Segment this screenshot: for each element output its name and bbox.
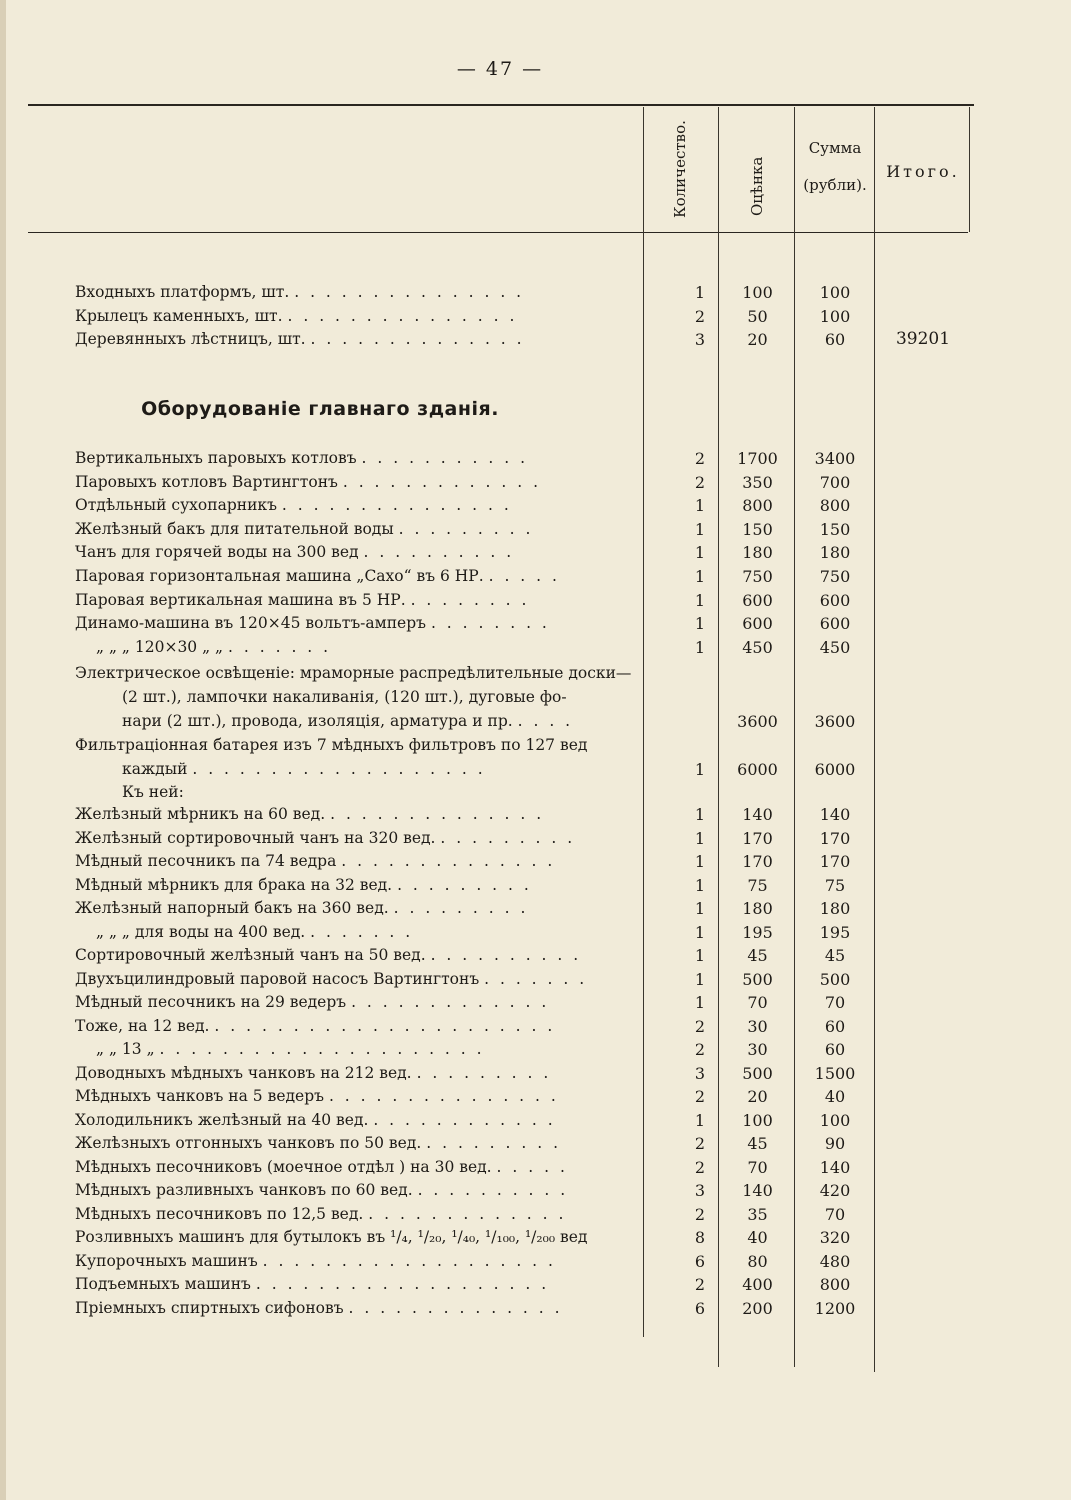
table-row <box>0 991 1071 1014</box>
filter-subhead: Къ ней: <box>122 783 184 801</box>
item-sum: 60 <box>824 1016 846 1036</box>
item-sum: 140 <box>819 1157 851 1177</box>
table-row <box>0 827 1071 850</box>
item-qty: 1 <box>694 614 706 634</box>
item-description <box>75 1297 640 1320</box>
leader-dots: . . . . . . . . . . . . . . <box>330 805 545 823</box>
item-price: 140 <box>742 1181 773 1200</box>
item-price: 150 <box>742 519 773 539</box>
item-text: Двухъцилиндровый паровой насосъ Вартингтонъ <box>75 969 480 988</box>
item-price: 100 <box>742 283 773 302</box>
item-price: 600 <box>742 614 773 634</box>
item-description <box>75 1250 640 1273</box>
item-text: Тоже, на 12 вед. <box>75 1016 210 1035</box>
item-sum: 90 <box>824 1134 846 1153</box>
item-price: 20 <box>747 1087 768 1106</box>
table-row <box>0 636 1071 659</box>
table-row <box>0 565 1071 588</box>
item-text: Купорочныхъ машинъ <box>75 1251 258 1270</box>
table-row <box>0 803 1071 826</box>
table-row <box>0 1203 1071 1226</box>
item-qty: 1 <box>694 590 706 610</box>
leader-dots: . . . . . . . . . . <box>430 946 582 964</box>
table-row <box>0 1250 1071 1273</box>
item-text: Сортировочный желѣзный чанъ на 50 вед. <box>75 946 426 964</box>
table-row <box>0 944 1071 967</box>
item-sum: 1200 <box>814 1298 856 1318</box>
item-price: 75 <box>747 875 768 895</box>
leader-dots: . . . . . . . . . . . . . . <box>348 1298 563 1317</box>
item-text: Желѣзный мѣрникъ на 60 вед. <box>75 805 326 823</box>
item-sum: 800 <box>819 1275 851 1294</box>
item-qty: 1 <box>694 805 706 824</box>
leader-dots: . . . . <box>517 712 574 730</box>
table-row <box>0 447 1071 470</box>
item-qty: 1 <box>694 496 706 516</box>
item-price: 800 <box>742 496 773 516</box>
table-row <box>0 874 1071 897</box>
table-row <box>0 1226 1071 1249</box>
table-row <box>0 328 1071 351</box>
item-price: 195 <box>742 922 773 942</box>
item-price: 450 <box>742 637 773 657</box>
leader-dots: . . . . . . . . . . . . . . . . . . . <box>192 760 486 778</box>
item-price: 180 <box>742 899 773 918</box>
leader-dots: . . . . . . . . . . . . . . . . . . . . . . <box>214 1016 556 1035</box>
item-sum: 450 <box>819 637 851 657</box>
item-price: 30 <box>747 1016 768 1036</box>
item-description <box>75 281 640 304</box>
filter-line-2-text: каждый <box>122 760 188 778</box>
leader-dots: . . . . . . . <box>228 637 332 656</box>
table-row <box>0 612 1071 635</box>
item-description <box>75 541 640 564</box>
item-qty: 1 <box>694 875 706 895</box>
item-description <box>75 803 640 826</box>
header-sum-line1: Сумма <box>808 139 862 157</box>
item-sum: 70 <box>824 1204 846 1224</box>
leader-dots: . . . . . . . . . <box>440 828 576 847</box>
item-description <box>75 328 640 351</box>
item-description <box>75 305 640 328</box>
item-text: Доводныхъ мѣдныхъ чанковъ на 212 вед. <box>75 1063 412 1082</box>
item-sum: 100 <box>819 306 851 326</box>
page-number: — 47 — <box>456 58 544 80</box>
item-sum: 600 <box>819 590 851 610</box>
table-row <box>0 1156 1071 1179</box>
item-sum: 100 <box>819 283 851 302</box>
item-qty: 2 <box>694 1016 706 1036</box>
item-qty: 6 <box>694 1298 706 1318</box>
item-sum: 180 <box>819 543 851 563</box>
table-header-rule <box>28 232 968 233</box>
item-text: Отдѣльный сухопарникъ <box>75 496 277 515</box>
header-sum <box>796 134 874 199</box>
item-sum: 170 <box>819 852 851 871</box>
item-qty: 2 <box>694 1157 706 1177</box>
leader-dots: . . . . . <box>496 1157 568 1176</box>
table-row <box>0 471 1071 494</box>
item-sum: 45 <box>824 946 846 965</box>
header-sum-line2: (рубли). <box>803 175 867 194</box>
item-text: Подъемныхъ машинъ <box>75 1275 251 1293</box>
leader-dots: . . . . . <box>488 567 560 585</box>
item-qty: 1 <box>694 1110 706 1130</box>
item-text: Желѣзный сортировочный чанъ на 320 вед. <box>75 828 436 847</box>
item-sum: 600 <box>819 614 851 634</box>
item-text: „ „ 13 „ <box>96 1040 155 1058</box>
leader-dots: . . . . . . . <box>310 922 414 941</box>
item-sum: 170 <box>819 828 851 848</box>
item-qty: 2 <box>694 306 706 326</box>
item-text: Мѣдныхъ песочниковъ (моечное отдѣл ) на 30 вед. <box>75 1157 492 1176</box>
item-price: 100 <box>742 1110 773 1130</box>
item-qty: 1 <box>694 946 706 965</box>
electric-line-3 <box>122 710 640 733</box>
item-description <box>75 1085 640 1108</box>
item-price: 500 <box>742 1063 773 1083</box>
item-price: 500 <box>742 969 773 989</box>
item-description <box>75 589 640 612</box>
leader-dots: . . . . . . . . . <box>393 899 529 917</box>
item-qty: 1 <box>694 567 706 586</box>
filter-row-2 <box>0 758 1071 781</box>
item-price: 350 <box>742 472 773 492</box>
item-qty: 2 <box>694 1087 706 1106</box>
leader-dots: . . . . . . . . . . <box>417 1181 569 1199</box>
item-description <box>75 612 640 635</box>
item-text: Динамо-машина въ 120×45 вольтъ-амперъ <box>75 614 427 633</box>
item-text: Вертикальныхъ паровыхъ котловъ <box>75 449 357 467</box>
item-text: Желѣзный напорный бакъ на 360 вед. <box>75 899 389 917</box>
leader-dots: . . . . . . . . . . . . <box>373 1110 556 1129</box>
item-sum: 60 <box>824 330 846 349</box>
table-row <box>0 1062 1071 1085</box>
table-row <box>0 1015 1071 1038</box>
item-description <box>75 1132 640 1155</box>
item-qty: 1 <box>694 637 706 657</box>
item-price: 40 <box>747 1228 768 1247</box>
leader-dots: . . . . . . . . . . . . . . . . . . . <box>262 1251 556 1270</box>
table-row <box>0 897 1071 920</box>
item-sum: 180 <box>819 899 851 918</box>
leader-dots: . . . . . . . . . . . . . . . . . . . <box>255 1275 550 1293</box>
leader-dots: . . . . . . . . . . . . . . <box>341 852 556 870</box>
item-price: 50 <box>747 306 768 326</box>
item-sum: 150 <box>819 519 851 539</box>
table-row <box>0 1179 1071 1202</box>
item-price: 170 <box>742 852 773 871</box>
leader-dots: . . . . . . . . . . . . . <box>351 993 550 1011</box>
electric-sum: 3600 <box>814 712 856 731</box>
item-qty: 2 <box>694 472 706 492</box>
item-description <box>75 447 640 470</box>
item-price: 35 <box>747 1204 768 1224</box>
item-price: 80 <box>747 1251 768 1271</box>
item-qty: 2 <box>694 1134 706 1153</box>
item-qty: 1 <box>694 543 706 563</box>
header-total: Итого. <box>886 162 960 181</box>
item-price: 170 <box>742 828 773 848</box>
item-price: 180 <box>742 543 773 563</box>
item-text: „ „ „ 120×30 „ „ <box>96 637 224 656</box>
item-price: 20 <box>747 330 768 349</box>
table-row <box>0 1132 1071 1155</box>
item-description <box>75 897 640 920</box>
item-sum: 195 <box>819 922 851 942</box>
table-row <box>0 1038 1071 1061</box>
item-text: Желѣзныхъ отгонныхъ чанковъ по 50 вед. <box>75 1134 422 1152</box>
table-row <box>0 850 1071 873</box>
item-qty: 2 <box>694 1040 706 1059</box>
leader-dots: . . . . . . . . . . . . . . <box>310 330 525 348</box>
item-qty: 3 <box>694 1181 706 1200</box>
leader-dots: . . . . . . . . . <box>398 519 534 538</box>
leader-dots: . . . . . . . . . . . . . . . <box>287 306 518 325</box>
item-sum: 40 <box>824 1087 846 1106</box>
item-text: Крылецъ каменныхъ, шт. <box>75 306 283 325</box>
item-text: Пріемныхъ спиртныхъ сифоновъ <box>75 1298 344 1317</box>
item-description <box>75 874 640 897</box>
item-sum: 100 <box>819 1110 851 1130</box>
item-text: Паровая вертикальная машина въ 5 НР. <box>75 590 406 609</box>
item-price: 30 <box>747 1040 768 1059</box>
electric-row-2 <box>0 686 1071 709</box>
item-sum: 3400 <box>814 449 856 468</box>
leader-dots: . . . . . . . <box>484 969 588 988</box>
leader-dots: . . . . . . . . . . . . . . . <box>294 283 525 301</box>
header-qty: Количество. <box>671 120 689 218</box>
table-row <box>0 1297 1071 1320</box>
item-description <box>75 944 640 967</box>
item-qty: 2 <box>694 1275 706 1294</box>
electric-row-1 <box>0 662 1071 685</box>
table-row <box>0 968 1071 991</box>
item-qty: 2 <box>694 1204 706 1224</box>
item-qty: 2 <box>694 449 706 468</box>
item-description <box>75 1226 640 1249</box>
table-row <box>0 281 1071 304</box>
table-row <box>0 589 1071 612</box>
leader-dots: . . . . . . . . <box>410 590 530 609</box>
item-description <box>75 991 640 1014</box>
item-qty: 6 <box>694 1251 706 1271</box>
item-description <box>75 1179 640 1202</box>
table-row <box>0 921 1071 944</box>
electric-row-3 <box>0 710 1071 733</box>
table-top-rule <box>28 104 974 106</box>
item-qty: 1 <box>694 899 706 918</box>
item-text: Деревянныхъ лѣстницъ, шт. <box>75 330 306 348</box>
item-sum: 800 <box>819 496 851 516</box>
filter-line-1: Фильтраціонная батарея изъ 7 мѣдныхъ фильтровъ по 127 вед <box>75 736 588 754</box>
table-row <box>0 541 1071 564</box>
item-sum: 480 <box>819 1251 851 1271</box>
item-text: Паровая горизонтальная машина „Сахо“ въ 6 НР. <box>75 567 484 585</box>
electric-line-2: (2 шт.), лампочки накаливанія, (120 шт.), дуговые фо- <box>122 688 567 706</box>
item-price: 600 <box>742 590 773 610</box>
table-row <box>0 518 1071 541</box>
item-price: 1700 <box>737 449 778 468</box>
header-price: Оцѣнка <box>748 156 766 216</box>
item-qty: 1 <box>694 993 706 1012</box>
leader-dots: . . . . . . . . . . . . . <box>368 1204 567 1223</box>
item-text: Желѣзный бакъ для питательной воды <box>75 519 394 538</box>
item-text: Мѣдныхъ песочниковъ по 12,5 вед. <box>75 1204 364 1223</box>
item-description <box>75 1109 640 1132</box>
item-text: Мѣдный мѣрникъ для брака на 32 вед. <box>75 875 393 894</box>
item-qty: 8 <box>694 1228 706 1247</box>
table-row <box>0 1109 1071 1132</box>
item-text: Мѣдныхъ чанковъ на 5 ведеръ <box>75 1087 324 1105</box>
item-price: 45 <box>747 1134 768 1153</box>
item-price: 70 <box>747 1157 768 1177</box>
item-description <box>75 827 640 850</box>
item-description <box>75 968 640 991</box>
item-sum: 75 <box>824 875 846 895</box>
item-qty: 1 <box>694 283 706 302</box>
leader-dots: . . . . . . . . . <box>397 875 532 894</box>
item-qty: 1 <box>694 519 706 539</box>
item-price: 140 <box>742 805 773 824</box>
item-text: Паровыхъ котловъ Вартингтонъ <box>75 472 338 491</box>
item-description <box>96 636 661 659</box>
item-sum: 70 <box>824 993 846 1012</box>
item-sum: 700 <box>819 472 851 492</box>
item-text: Розливныхъ машинъ для бутылокъ въ ¹/₄, ¹/₂₀, ¹/₄₀, ¹/₁₀₀, ¹/₂₀₀ вед <box>75 1228 588 1246</box>
item-text: Холодильникъ желѣзный на 40 вед. <box>75 1110 369 1129</box>
item-price: 750 <box>742 567 773 586</box>
item-qty: 1 <box>694 922 706 942</box>
leader-dots: . . . . . . . . . . . . . <box>342 472 542 491</box>
filter-line-2 <box>122 758 640 781</box>
item-sum: 1500 <box>814 1063 856 1083</box>
item-price: 400 <box>742 1275 773 1294</box>
item-description <box>75 1062 640 1085</box>
item-text: Мѣдный песочникъ на 29 ведеръ <box>75 993 347 1011</box>
item-description <box>75 850 640 873</box>
electric-line-3-text: нари (2 шт.), провода, изоляція, арматура и пр. <box>122 712 513 730</box>
item-sum: 420 <box>819 1181 851 1200</box>
item-text: Мѣдныхъ разливныхъ чанковъ по 60 вед. <box>75 1181 413 1199</box>
filter-row-1 <box>0 734 1071 757</box>
leader-dots: . . . . . . . . <box>430 614 550 633</box>
electric-line-1: Электрическое освѣщеніе: мраморные распредѣлительные доски— <box>75 664 632 682</box>
item-price: 45 <box>747 946 768 965</box>
leader-dots: . . . . . . . . . . . . . . . <box>328 1087 559 1105</box>
filter-sum: 6000 <box>814 760 856 779</box>
item-sum: 140 <box>819 805 851 824</box>
leader-dots: . . . . . . . . . . . . . . . <box>281 496 512 515</box>
filter-price: 6000 <box>737 760 778 779</box>
item-sum: 320 <box>819 1228 851 1247</box>
item-sum: 750 <box>819 567 851 586</box>
item-qty: 1 <box>694 969 706 989</box>
filter-qty: 1 <box>694 760 706 779</box>
section-title: Оборудованіе главнаго зданія. <box>141 398 499 420</box>
item-sum: 500 <box>819 969 851 989</box>
leader-dots: . . . . . . . . . <box>426 1134 561 1152</box>
item-qty: 3 <box>694 330 706 349</box>
item-description <box>96 1038 661 1061</box>
item-description <box>96 921 661 944</box>
item-description <box>75 1015 640 1038</box>
item-qty: 3 <box>694 1063 706 1083</box>
leader-dots: . . . . . . . . . . . . . . . . . . . . . <box>159 1040 485 1058</box>
item-total: 39201 <box>895 329 951 349</box>
table-row <box>0 305 1071 328</box>
item-qty: 1 <box>694 852 706 871</box>
item-price: 200 <box>742 1298 773 1318</box>
item-text: „ „ „ для воды на 400 вед. <box>96 922 306 941</box>
table-row <box>0 1085 1071 1108</box>
leader-dots: . . . . . . . . . . <box>363 543 515 562</box>
table-row <box>0 1273 1071 1296</box>
item-description <box>75 494 640 517</box>
item-description <box>75 471 640 494</box>
electric-price: 3600 <box>737 712 778 731</box>
leader-dots: . . . . . . . . . <box>416 1063 552 1082</box>
item-description <box>75 565 640 588</box>
item-price: 70 <box>747 993 768 1012</box>
item-qty: 1 <box>694 828 706 848</box>
item-description <box>75 518 640 541</box>
item-description <box>75 1156 640 1179</box>
item-text: Мѣдный песочникъ па 74 ведра <box>75 852 337 870</box>
item-description <box>75 1273 640 1296</box>
item-text: Входныхъ платформъ, шт. <box>75 283 290 301</box>
item-text: Чанъ для горячей воды на 300 вед <box>75 543 359 562</box>
filter-subhead-row <box>0 781 1071 804</box>
item-description <box>75 1203 640 1226</box>
table-row <box>0 494 1071 517</box>
leader-dots: . . . . . . . . . . . <box>361 449 528 467</box>
item-sum: 60 <box>824 1040 846 1059</box>
